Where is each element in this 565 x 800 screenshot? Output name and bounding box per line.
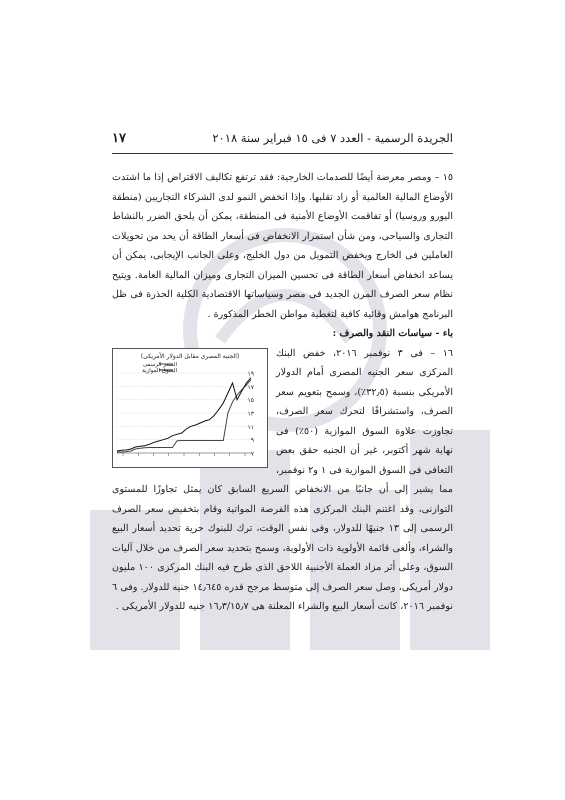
y-tick-label: ١٥ (247, 396, 254, 404)
chart-svg (113, 349, 267, 467)
section-heading: باء - سياسات النقد والصرف : (332, 328, 453, 339)
y-tick-label: ١٣ (247, 410, 254, 417)
header-title: الجريدة الرسمية - العدد ٧ فى ١٥ فبراير سنة ٢٠١٨ (212, 131, 453, 145)
exchange-rate-chart (112, 348, 268, 468)
y-tick-label: ١٧ (247, 383, 254, 391)
paragraph-15: ١٥ – ومصر معرضة أيضًا للصدمات الخارجية: فقد ترتفع تكاليف الاقتراض إذا ما اشتدت الأوضاع المالية العالمية أو زاد تقلبها. وإذا انخفض النمو لدى الشركاء التجاريين (منطقة اليورو وروسيا) أو تفاقمت الأوضاع الأمنية فى المنطقة، يمكن أن يلحق الضرر بالنشاط التجارى والسياحى، ومن شأن استمرار الانخفاض فى أسعار الطاقة أن يحد من تحويلات العاملين فى الخارج ويخفض التمويل من دول الخليج، وعلى الجانب الإيجابى، يمكن أن يساعد انخفاض أسعار الطاقة فى تحسين الميزان التجارى وميزان المالية العامة. ويتيح نظام سعر الصرف المرن الجديد فى مصر وسياساتها الاقتصادية الكلية الحذرة فى ظل البرنامج هوامش وقائية كافية لتغطية مواطن الخطر المذكورة . (112, 172, 453, 320)
y-tick-label: ١١ (247, 423, 254, 431)
series-line (117, 379, 251, 451)
body-text (112, 168, 453, 617)
y-tick-label: ٧ (250, 450, 254, 457)
page-number: ١٧ (112, 130, 126, 146)
legend-label: السعر الرسمى (142, 361, 177, 368)
chart-title: (الجنيه المصرى مقابل الدولار الأمريكى) (140, 352, 240, 360)
y-tick-label: ١٩ (247, 370, 254, 377)
header-divider (112, 153, 453, 154)
legend-label: السوق الموازية (142, 367, 177, 374)
y-tick-label: ٩ (250, 436, 254, 444)
page-header (112, 128, 453, 148)
paragraph-16: ١٦ – فى ٣ نوفمبر ٢٠١٦، خفض البنك المركزى سعر الجنيه المصرى أمام الدولار الأمريكى بنسبة (٣٢٫٥٪)، وسمح بتعويم سعر الصرف، واستشرافًا لتحرك سعر الصرف، تجاوزت علاوة السوق الموازية (٥٠٪) فى نهاية شهر أكتوبر، غير أن الجنيه حقق بعض التعافى فى السوق الموازية فى ١ و٢ نوفمبر، مما يشير إلى أن جانبًا من الانخفاض السريع السابق كان يمثل تجاوزًا للمستوى التوازنى، وقد اغتنم البنك المركزى هذه الفرصة المواتية وقام بتخفيض سعر الصرف الرسمى إلى ١٣ جنيهًا للدولار، وفى نفس الوقت، ترك للبنوك حرية تحديد أسعار البيع والشراء، وألغى قائمة الأولوية ذات الأولوية، وسمح بتحديد سعر الصرف من خلال آليات السوق، وعلى أثر مزاد العملة الأجنبية اللاحق الذى طرح فيه البنك المركزى ١٠٠ مليون دولار أمريكى، وصل سعر الصرف إلى متوسط مرجح قدره ١٤٫٦٤٥ جنيه للدولار. وفى ٦ نوفمبر ٢٠١٦، كانت أسعار البيع والشراء المعلنة هى ١٦٫٣/١٥٫٧ جنيه للدولار الأمريكى . (112, 347, 454, 612)
